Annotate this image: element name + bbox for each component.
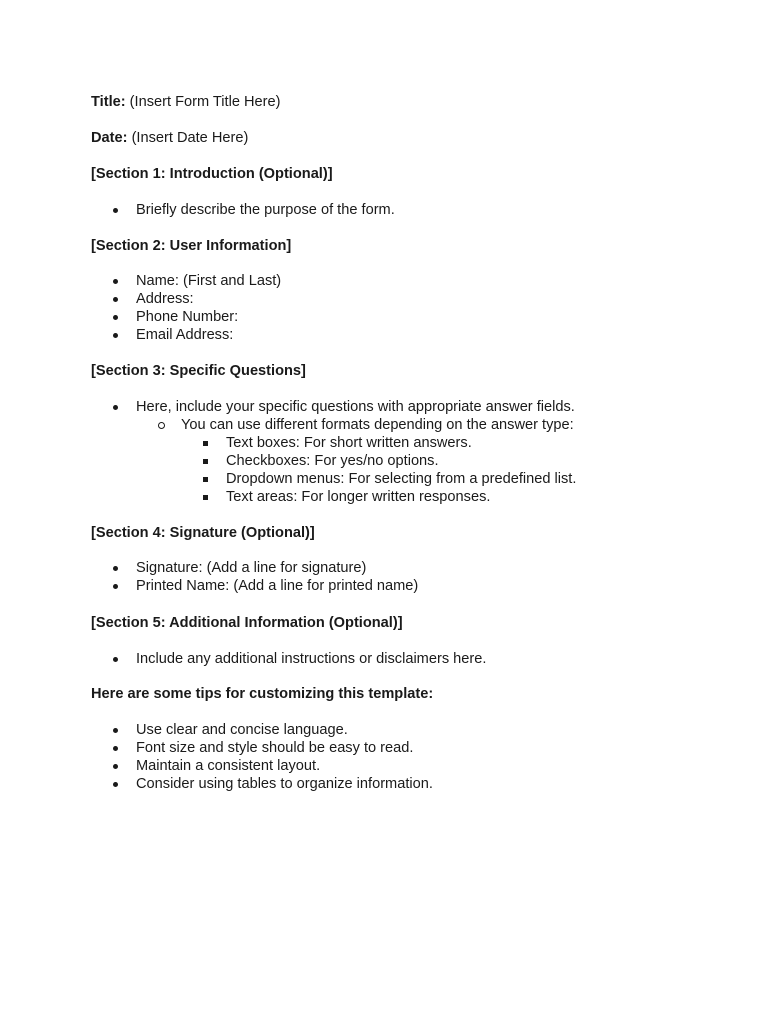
section-5-heading: [Section 5: Additional Information (Optional)]: [91, 615, 403, 631]
section-1-heading: [Section 1: Introduction (Optional)]: [91, 166, 333, 182]
square-bullet-icon: [203, 495, 208, 500]
section-2-heading: [Section 2: User Information]: [91, 238, 292, 254]
section-4-heading: [Section 4: Signature (Optional)]: [91, 525, 315, 541]
bullet-icon: [113, 297, 118, 302]
bullet-icon: [113, 566, 118, 571]
title-value: (Insert Form Title Here): [129, 94, 281, 110]
square-bullet-icon: [203, 477, 208, 482]
bullet-icon: [113, 279, 118, 284]
date-value: (Insert Date Here): [131, 130, 249, 146]
bullet-icon: [113, 746, 118, 751]
title-line: [91, 93, 281, 111]
bullet-icon: [113, 584, 118, 589]
bullet-icon: [113, 315, 118, 320]
date-line: [91, 129, 248, 147]
section-3-heading: [Section 3: Specific Questions]: [91, 363, 306, 379]
hollow-bullet-icon: [158, 422, 165, 429]
document-page: Title: (Insert Form Title Here) Date: (Insert Date Here) [Section 1: Introduction (Optional)] Briefly describe the purpose of the form. [Section 2: User Information] Name: (First and Last) Address: Phone Number: Email Address: [Section 3: Specific Questions] Here, include your specific questions with appropriate answer fields. You can use different formats depending on the answer type: Text boxes: For short written answers. Checkboxes: For yes/no options. Dropdown menus: For selecting from a predefined list. Text areas: For longer written responses. [Section 4: Signature (Optional)] Signature: (Add a line for signature) Printed Name: (Add a line for printed name) [Section 5: Additional Information (Optional)] Include any additional instructions or disclaimers here. Here are some tips for customizing this template: Use clear and concise language. Font size and style should be easy to read. Maintain a consistent layout. Consider using tables to organize information.: [91, 94, 577, 792]
square-bullet-icon: [203, 459, 208, 464]
bullet-icon: [113, 782, 118, 787]
bullet-icon: [113, 333, 118, 338]
title-label: Title:: [91, 94, 126, 110]
square-bullet-icon: [203, 441, 208, 446]
bullet-icon: [113, 764, 118, 769]
bullet-icon: [113, 405, 118, 410]
bullet-icon: [113, 657, 118, 662]
bullet-icon: [113, 208, 118, 213]
date-label: Date:: [91, 130, 128, 146]
bullet-icon: [113, 728, 118, 733]
tips-heading: Here are some tips for customizing this template:: [91, 686, 434, 702]
